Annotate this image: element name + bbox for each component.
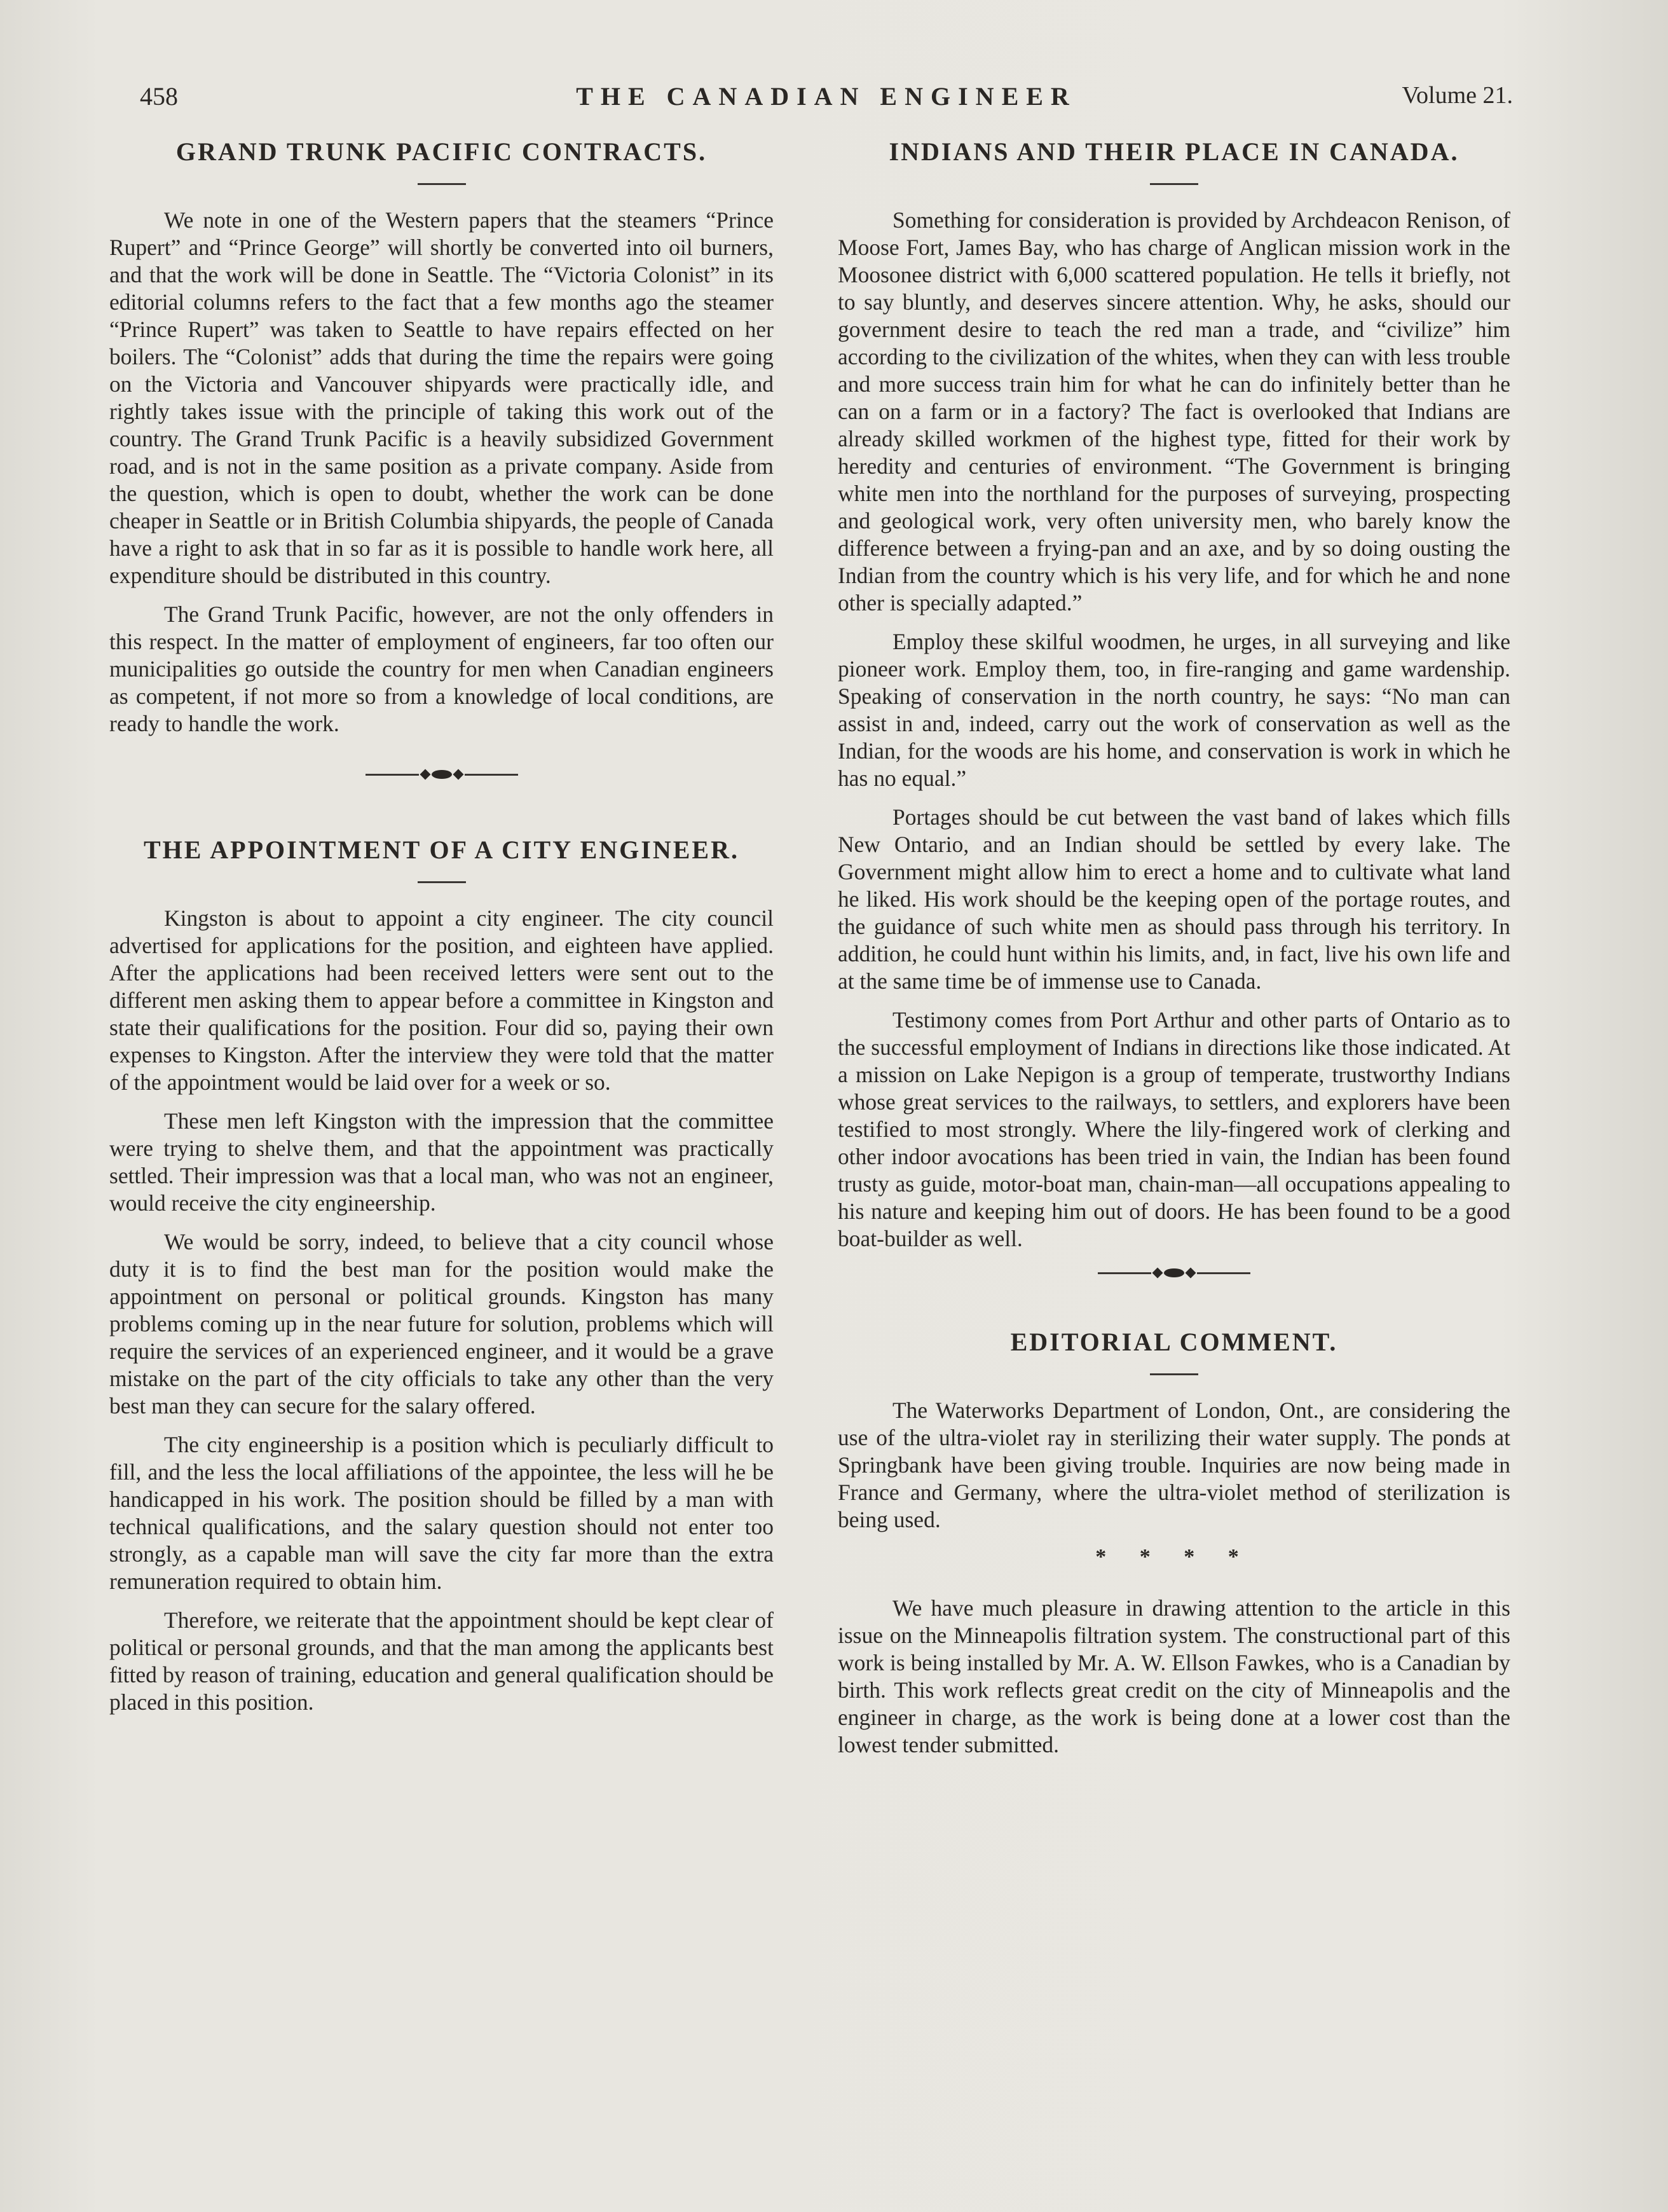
article-indians: [838, 136, 1510, 1253]
paragraph: Therefore, we reiterate that the appointment should be kept clear of political or personal grounds, and that the man among the applicants best fitted by reason of training, education and general qualification should be placed in this position.: [109, 1607, 774, 1715]
title-rule: [1150, 183, 1198, 185]
section-ornament: [366, 768, 518, 781]
article-title: EDITORIAL COMMENT.: [1010, 1328, 1338, 1356]
paragraph: Employ these skilful woodmen, he urges, in all surveying and like pioneer work. Employ them, too, in fire-ranging and game wardenship. Speaking of conservation in the north country, he says: “No man can assist in and, indeed, carry out the work of conservation as well as the Indian, for the woods are his home, and conservation is work in which he has no equal.”: [838, 629, 1510, 791]
paragraph: The city engineership is a position which is peculiarly difficult to fill, and the less the local affiliations of the appointee, the less will he be handicapped in his work. The position should be filled by a man with technical qualifications, and the salary question should not enter too strongly, as a capable man will save the city far more than the extra remuneration required to obtain him.: [109, 1432, 774, 1594]
paragraph: We note in one of the Western papers that the steamers “Prince Rupert” and “Prince George” will shortly be converted into oil burners, and that the work will be done in Seattle. The “Victoria Colonist” in its editorial columns refers to the fact that a few months ago the steamer “Prince Rupert” was taken to Seattle to have repairs effected on her boilers. The “Colonist” adds that during the time the repairs were going on the Victoria and Vancouver shipyards were practically idle, and rightly takes issue with the principle of taking this work out of the country. The Grand Trunk Pacific is a heavily subsidized Government road, and is not in the same position as a private company. Aside from the question, which is open to doubt, whether the work can be done cheaper in Seattle or in British Columbia shipyards, the people of Canada have a right to ask that in so far as it is possible to handle work here, all expenditure should be distributed in this country.: [109, 207, 774, 588]
section-ornament: [1098, 1267, 1250, 1279]
paragraph: Something for consideration is provided by Archdeacon Renison, of Moose Fort, James Bay, who has charge of Anglican mission work in the Moosonee district with 6,000 scattered population. He tells it briefly, not to say bluntly, and deserves sincere attention. Why, he asks, should our government desire to teach the red man a trade, and “civilize” him according to the civilization of the whites, when they can with less trouble and more success train him for what he can do infinitely better than he can on a farm or in a factory? The fact is overlooked that Indians are already skilled workmen of the highest type, fitted for their work by heredity and centuries of environment. “The Government is bringing white men into the northland for the purposes of surveying, prospecting and geological work, very often university men, who barely know the difference between a frying-pan and an axe, and by so doing ousting the Indian from the country which is his very life, and for which he and none other is specially adapted.”: [838, 207, 1510, 615]
running-header: [140, 81, 1513, 120]
journal-title: THE CANADIAN ENGINEER: [576, 82, 1077, 111]
article-title: INDIANS AND THEIR PLACE IN CANADA.: [889, 137, 1460, 166]
title-rule: [1150, 1373, 1198, 1375]
article-title: THE APPOINTMENT OF A CITY ENGINEER.: [144, 835, 739, 864]
paragraph: The Grand Trunk Pacific, however, are not the only offenders in this respect. In the matter of employment of engineers, far too often our municipalities go outside the country for men when Canadian engineers as competent, if not more so from a knowledge of local conditions, are ready to handle the work.: [109, 601, 774, 736]
volume-label: Volume 21.: [1402, 82, 1513, 109]
article-title: GRAND TRUNK PACIFIC CONTRACTS.: [175, 137, 708, 166]
page-number: 458: [140, 82, 178, 111]
paragraph: We would be sorry, indeed, to believe that a city council whose duty it is to find the best man for the position would make the appointment on personal or political grounds. Kingston has many problems coming up in the near future for solution, problems which will require the services of an experienced engineer, and it would be a grave mistake on the part of the city officials to take any other than the very best man they can secure for the salary offered.: [109, 1229, 774, 1419]
title-rule: [418, 183, 466, 185]
title-rule: [418, 881, 466, 883]
paragraph: Portages should be cut between the vast band of lakes which fills New Ontario, and an Indian should be settled by every lake. The Government might allow him to erect a home and to cultivate what land he liked. His work should be the keeping open of the portage routes, and the guidance of such white men as should pass through his territory. In addition, he could hunt within his limits, and, in fact, live his own life and at the same time be of immense use to Canada.: [838, 804, 1510, 994]
paragraph: We have much pleasure in drawing attention to the article in this issue on the Minneapolis filtration system. The constructional part of this work is being installed by Mr. A. W. Ellson Fawkes, who is a Canadian by birth. This work reflects great credit on the city of Minneapolis and the engineer in charge, as the work is being done at a lower cost than the lowest tender submitted.: [838, 1595, 1510, 1757]
left-column: [109, 127, 774, 1728]
article-grand-trunk: [109, 136, 774, 738]
star-separator: * * * *: [1095, 1545, 1253, 1569]
article-editorial-comment: [838, 1326, 1510, 1759]
paragraph: These men left Kingston with the impression that the committee were trying to shelve them, and that the appointment was practically settled. Their impression was that a local man, who was not an engineer, would receive the city engineership.: [109, 1108, 774, 1216]
article-city-engineer: [109, 834, 774, 1716]
paragraph: Kingston is about to appoint a city engineer. The city council advertised for applications for the position, and eighteen have applied. After the applications had been received letters were sent out to the different men asking them to appear before a committee in Kingston and state their qualifications for the position. Four did so, paying their own expenses to Kingston. After the interview they were told that the matter of the appointment would be laid over for a week or so.: [109, 905, 774, 1095]
right-column: [838, 127, 1510, 1770]
paragraph: Testimony comes from Port Arthur and other parts of Ontario as to the successful employment of Indians in directions like those indicated. At a mission on Lake Nepigon is a group of temperate, trustworthy Indians whose great services to the railways, to settlers, and explorers have been testified to most strongly. Where the lily-fingered work of clerking and other indoor avocations has been tried in vain, the Indian has been found trusty as guide, motor-boat man, chain-man—all occupations appealing to his nature and keeping him out of doors. He has been found to be a good boat-builder as well.: [838, 1007, 1510, 1251]
paragraph: The Waterworks Department of London, Ont., are considering the use of the ultra-violet ray in sterilizing their water supply. The ponds at Springbank have been giving trouble. Inquiries are now being made in France and Germany, where the ultra-violet method of sterilization is being used.: [838, 1398, 1510, 1532]
